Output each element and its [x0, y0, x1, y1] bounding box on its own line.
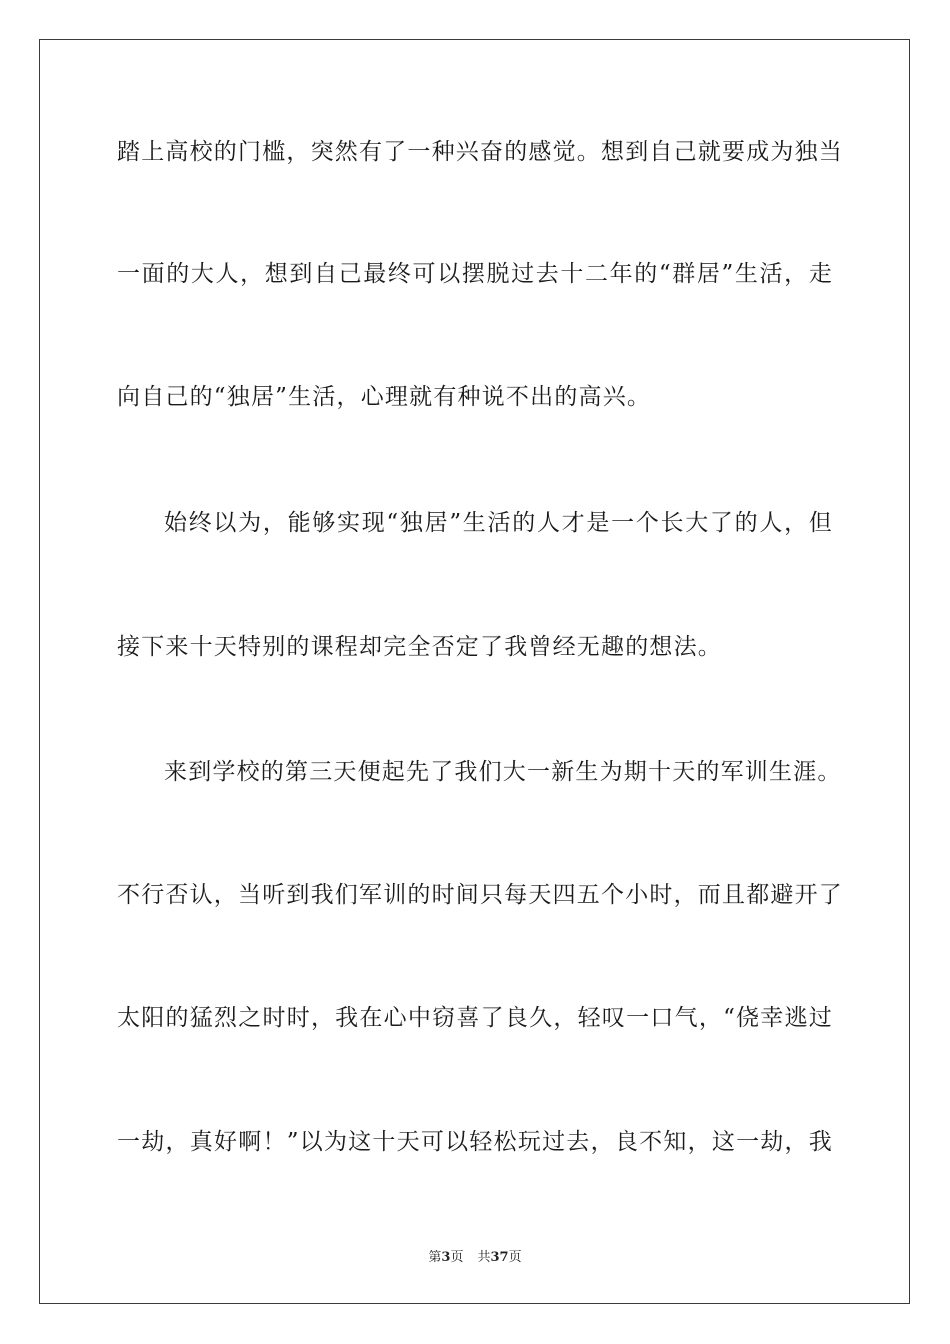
- paragraph-line-1: 踏上高校的门槛，突然有了一种兴奋的感觉。想到自己就要成为独当: [117, 139, 843, 165]
- footer-page-total: 37: [490, 1250, 509, 1265]
- footer-page-unit: 页: [450, 1250, 464, 1265]
- footer-total-prefix: 共: [477, 1250, 491, 1265]
- footer-page-current: 3: [441, 1250, 451, 1265]
- page-border: [39, 39, 910, 1304]
- paragraph-line-7: 不行否认，当听到我们军训的时间只每天四五个小时，而且都避开了: [117, 882, 843, 908]
- paragraph-line-4: 始终以为，能够实现“独居”生活的人才是一个长大了的人，但: [164, 510, 833, 536]
- paragraph-line-6: 来到学校的第三天便起先了我们大一新生为期十天的军训生涯。: [164, 759, 842, 785]
- paragraph-line-2: 一面的大人，想到自己最终可以摆脱过去十二年的“群居”生活，走: [117, 261, 833, 287]
- paragraph-line-3: 向自己的“独居”生活，心理就有种说不出的高兴。: [117, 384, 652, 410]
- footer-page-prefix: 第: [428, 1250, 442, 1265]
- paragraph-line-8: 太阳的猛烈之时时，我在心中窃喜了良久，轻叹一口气，“侥幸逃过: [117, 1005, 833, 1031]
- paragraph-line-5: 接下来十天特别的课程却完全否定了我曾经无趣的想法。: [117, 634, 722, 660]
- page-footer: [0, 1249, 950, 1267]
- footer-total-unit: 页: [508, 1250, 522, 1265]
- paragraph-line-9: 一劫，真好啊！”以为这十天可以轻松玩过去，良不知，这一劫，我: [117, 1129, 833, 1155]
